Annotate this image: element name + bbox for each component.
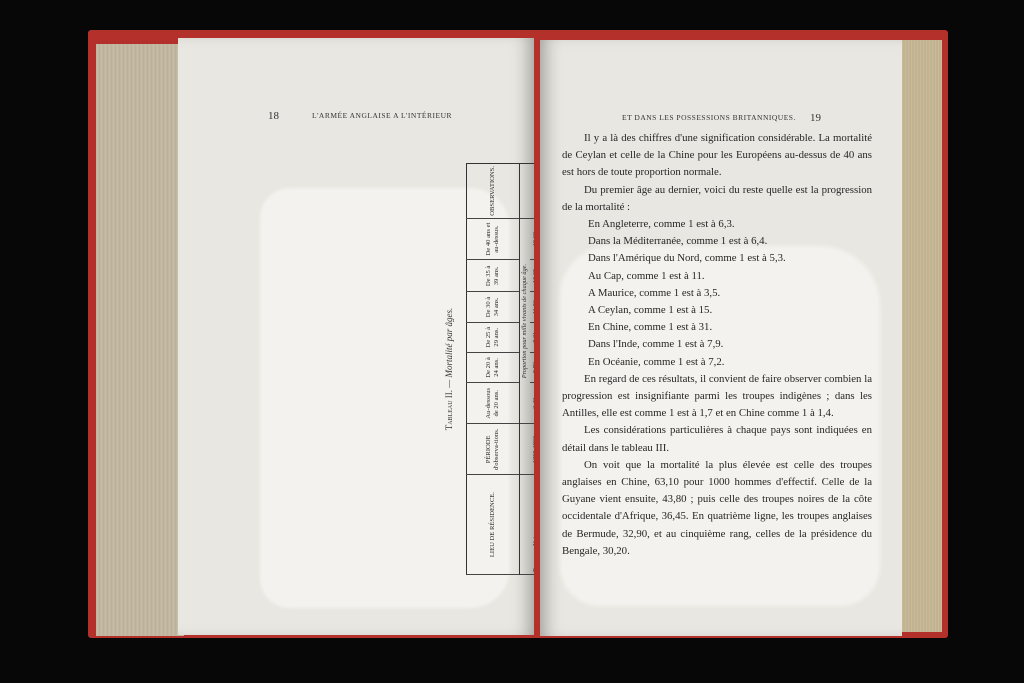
page-edges-left — [96, 44, 184, 636]
paragraph: Du premier âge au dernier, voici du reste quelle est la progression de la mortalité : — [562, 183, 872, 213]
table-title: Tableau II. — Mortalité par âges. — [444, 307, 454, 431]
paragraph: On voit que la mortalité la plus élevée est celle des troupes anglaises en Chine, 63,10 pour 1000 hommes d'effectif. Celle de la Guyane vient ensuite, 43,80 ; puis celle des troupes noires de la côte occidentale d'Afrique, 36,45. En quatrième ligne, les troupes anglaises de Bermude, 32,90, et au cinquième rang, celles de la présidence du Bengale, 30,20. — [562, 458, 872, 557]
page-number: 18 — [268, 110, 279, 122]
paragraph: Les considérations particulières à chaque pays sont indiquées en détail dans le tableau III. — [562, 424, 872, 454]
observations-cell — [530, 164, 534, 219]
table-cell — [530, 218, 534, 260]
list-item: Dans l'Inde, comme 1 est à 7,9. — [588, 338, 724, 351]
running-head: ET DANS LES POSSESSIONS BRITANNIQUES. — [622, 113, 796, 122]
list-item: Dans l'Amérique du Nord, comme 1 est à 5,3. — [588, 252, 786, 265]
proportion-label: Proportion pour mille vivants de chaque âge. — [520, 218, 531, 424]
list-item: En Chine, comme 1 est à 31. — [588, 321, 713, 334]
table-cell — [530, 475, 534, 575]
column-header: De 20 à 24 ans. — [467, 352, 520, 382]
page-edges-right — [898, 40, 942, 632]
list-item: A Ceylan, comme 1 est à 15. — [588, 304, 713, 317]
column-header: LIEU DE RÉSIDENCE. — [467, 475, 520, 575]
column-header: De 25 à 29 ans. — [467, 322, 520, 352]
paragraph: Il y a là des chiffres d'une signification considérable. La mortalité de Ceylan et celle de la Chine pour les Européens au-dessus de 40 ans est hors de toute proportion normale. — [562, 132, 872, 179]
table-cell — [530, 383, 534, 424]
table-header-row — [467, 164, 520, 575]
column-header: Au-dessous de 20 ans. — [467, 383, 520, 424]
column-header: De 40 ans et au-dessus. — [467, 218, 520, 260]
table-cell — [530, 352, 534, 382]
page-number: 19 — [810, 112, 821, 124]
table-cell — [530, 292, 534, 322]
list-item: En Angleterre, comme 1 est à 6,3. — [588, 218, 735, 231]
list-item: Dans la Méditerranée, comme 1 est à 6,4. — [588, 235, 768, 248]
mortality-table — [466, 163, 534, 575]
running-head: L'ARMÉE ANGLAISE A L'INTÉRIEUR — [312, 111, 452, 120]
list-item: Au Cap, comme 1 est à 11. — [588, 269, 705, 282]
proportion-row — [520, 164, 531, 575]
column-header: De 30 à 34 ans. — [467, 292, 520, 322]
list-item: En Océanie, comme 1 est à 7,2. — [588, 355, 725, 368]
paragraph: En regard de ces résultats, il convient de faire observer combien la progression est insignifiante parmi les troupes indigènes ; dans les Antilles, elle est comme 1 est à 1,7 et en Chine comme 1 à 1,4. — [562, 372, 872, 420]
list-item: A Maurice, comme 1 est à 3,5. — [588, 286, 721, 299]
right-page — [540, 40, 902, 636]
table-row — [530, 164, 534, 575]
table-cell — [530, 260, 534, 292]
body-text — [562, 130, 872, 560]
table-cell — [530, 322, 534, 352]
column-header: PÉRIODE d'observa-tions. — [467, 424, 520, 475]
left-page — [178, 38, 534, 635]
column-header: De 35 à 39 ans. — [467, 260, 520, 292]
column-header: OBSERVATIONS. — [467, 164, 520, 219]
rotated-table-area — [286, 163, 534, 575]
table-cell — [530, 424, 534, 475]
